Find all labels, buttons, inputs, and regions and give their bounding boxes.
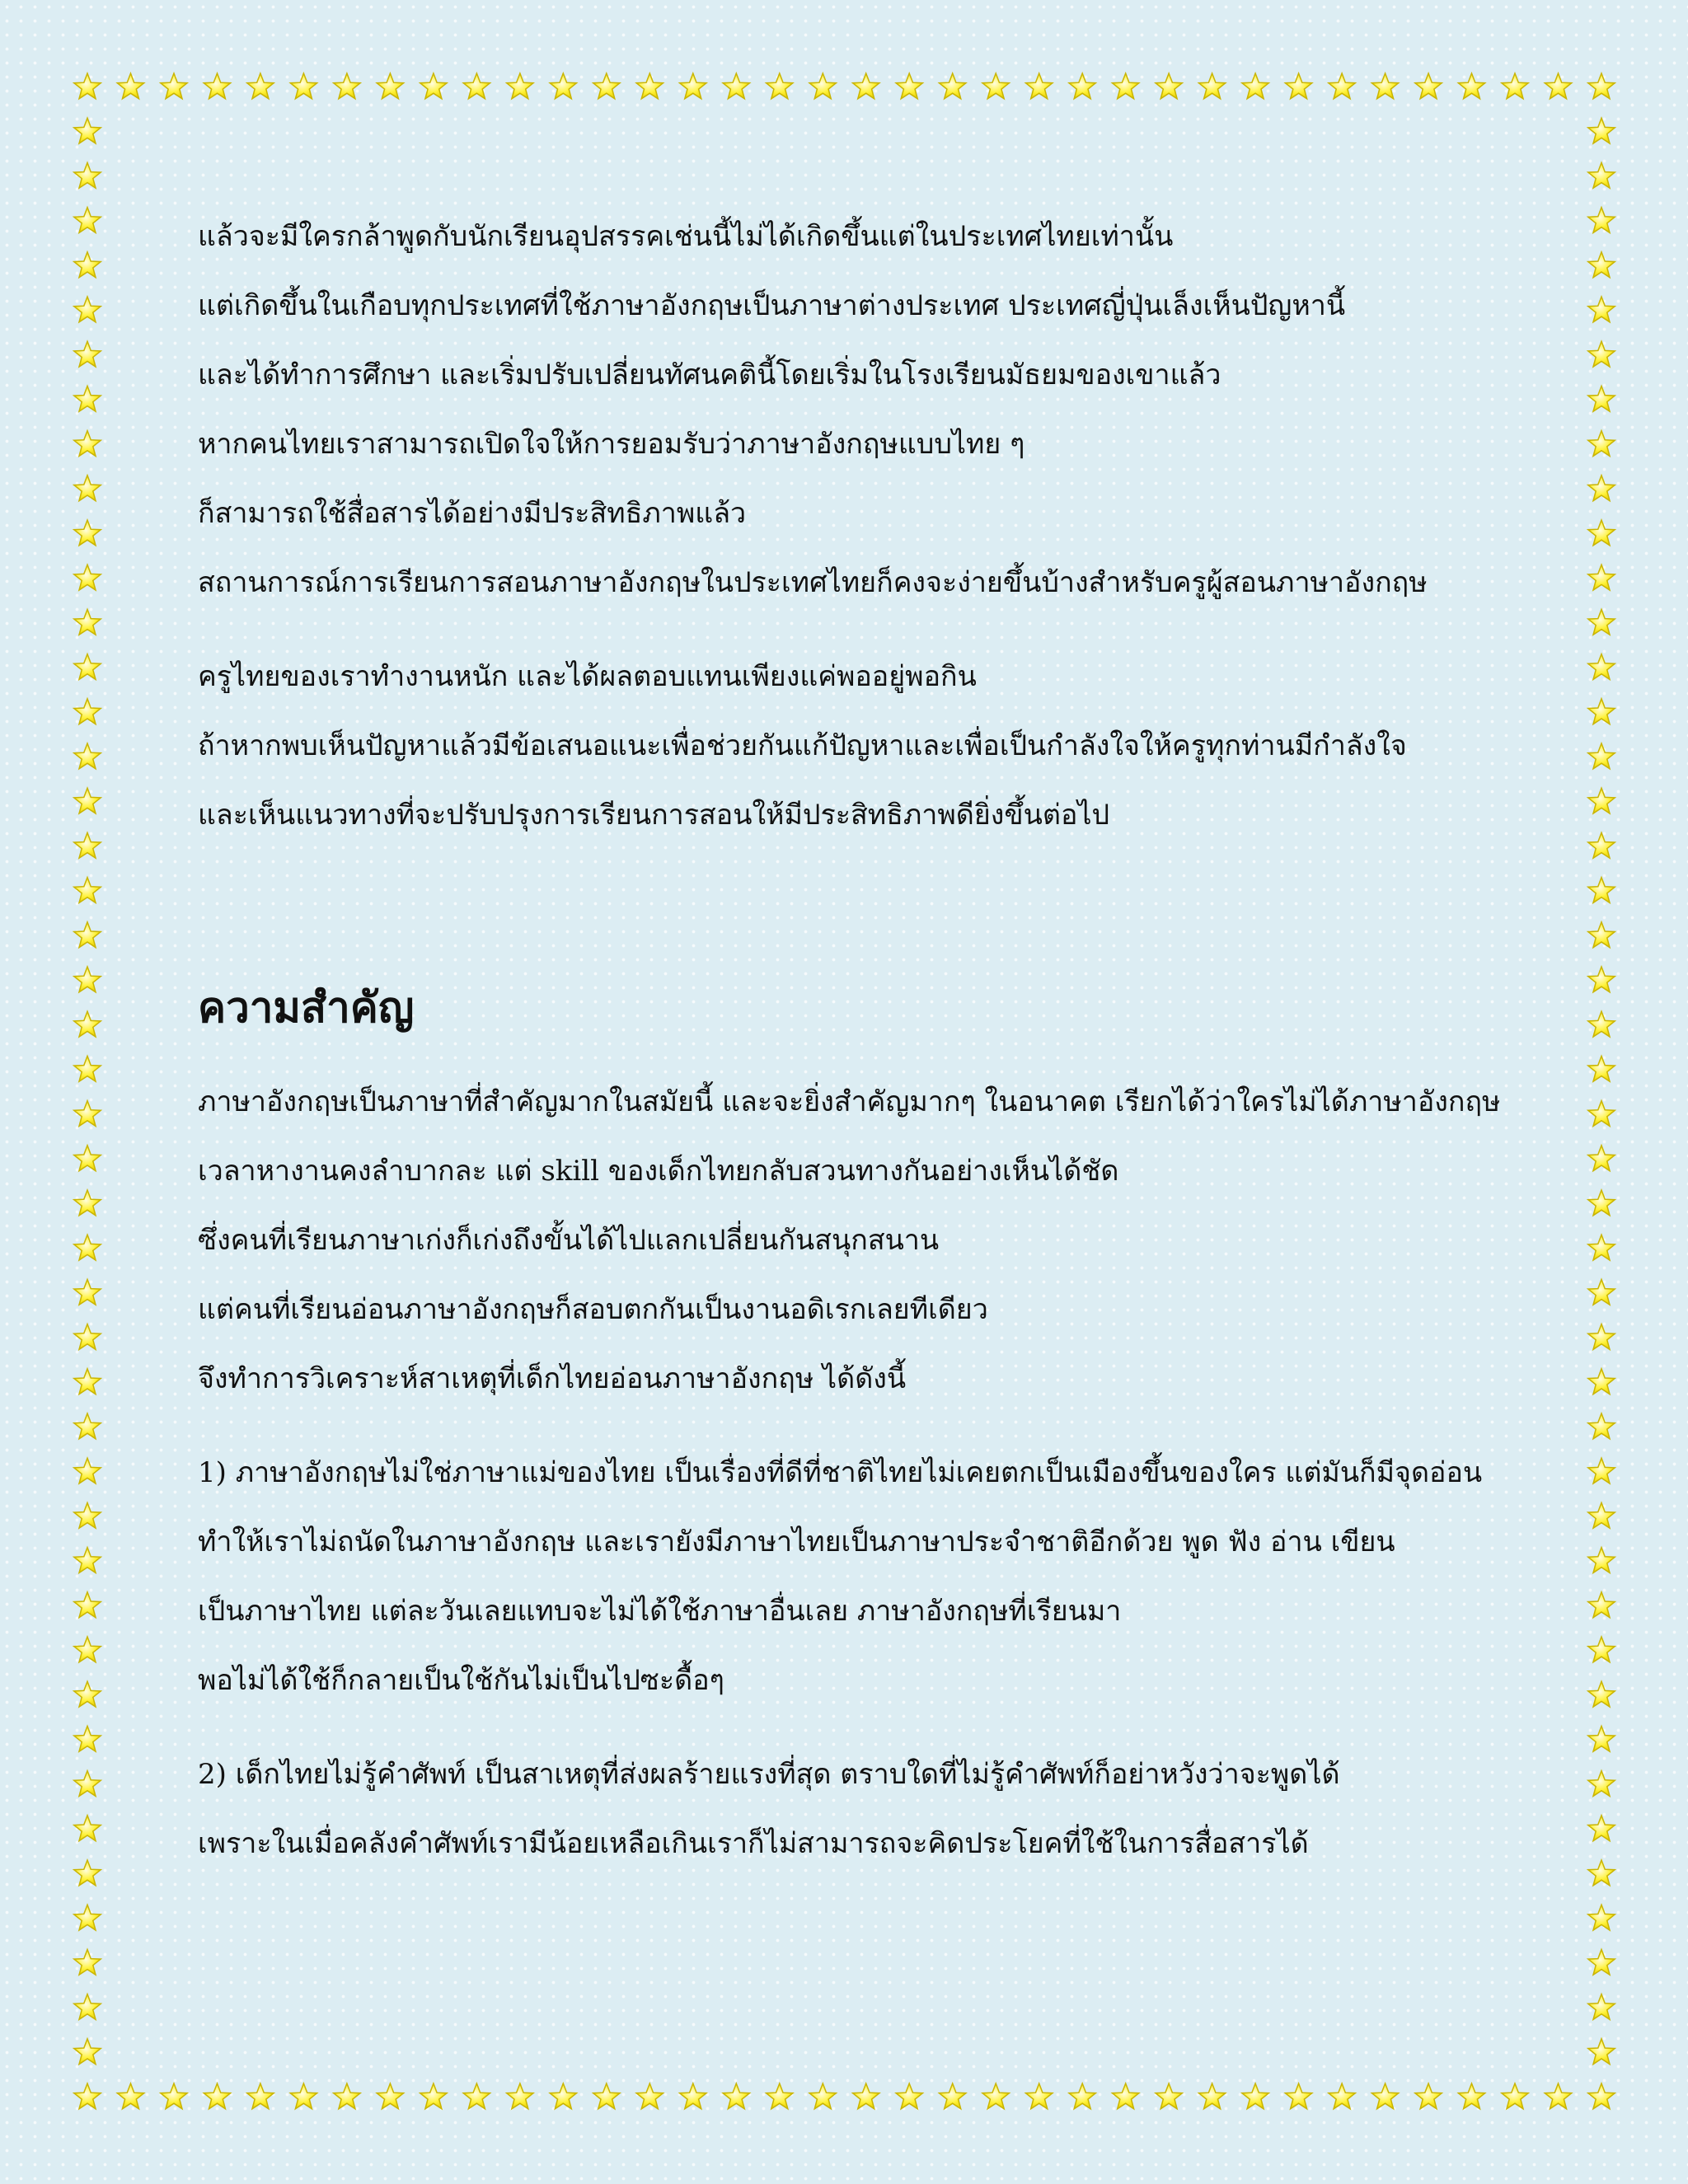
star-icon: [767, 73, 793, 99]
star-icon: [1545, 73, 1571, 99]
star-icon: [204, 2083, 230, 2109]
star-icon: [1372, 2083, 1398, 2109]
star-icon: [680, 73, 706, 99]
star-icon: [117, 2083, 143, 2109]
star-icon: [550, 2083, 576, 2109]
document-body: [198, 202, 1582, 1878]
star-icon: [74, 1458, 101, 1483]
star-icon: [1113, 73, 1139, 99]
star-icon: [1285, 2083, 1311, 2109]
star-icon: [1588, 609, 1615, 635]
star-icon: [1588, 386, 1615, 411]
text-line: แต่คนที่เรียนอ่อนภาษาอังกฤษก็สอบตกกันเป็นงานอดิเรกเลยทีเดียว: [198, 1293, 988, 1326]
star-icon: [74, 1324, 101, 1350]
star-icon: [1372, 73, 1398, 99]
star-icon: [1588, 2039, 1615, 2064]
star-icon: [74, 1905, 101, 1930]
star-icon: [1588, 1101, 1615, 1127]
star-icon: [507, 73, 533, 99]
star-icon: [593, 2083, 620, 2109]
text-line: และเห็นแนวทางที่จะปรับปรุงการเรียนการสอนให้มีประสิทธิภาพดียิ่งขึ้นต่อไป: [198, 799, 1110, 832]
text-line: เพราะในเมื่อคลังคำศัพท์เรามีน้อยเหลือเกินเราก็ไม่สามารถจะคิดประโยคที่ใช้ในการสื่อสารได้: [198, 1827, 1309, 1860]
star-icon: [1588, 1011, 1615, 1037]
star-icon: [74, 1101, 101, 1127]
text-line: แล้วจะมีใครกล้าพูดกับนักเรียนอุปสรรคเช่นนี้ไม่ได้เกิดขึ้นแต่ในประเทศไทยเท่านั้น: [198, 220, 1174, 253]
star-icon: [74, 699, 101, 724]
text-line: ครูไทยของเราทำงานหนัก และได้ผลตอบแทนเพียงแค่พออยู่พอกิน: [198, 660, 977, 693]
star-icon: [377, 73, 403, 99]
star-icon: [74, 1190, 101, 1216]
star-icon: [1588, 1637, 1615, 1662]
text-line: 2) เด็กไทยไม่รู้คำศัพท์ เป็นสาเหตุที่ส่งผลร้ายแรงที่สุด ตราบใดที่ไม่รู้คำศัพท์ก็อย่าหวังว่าจะพูดได้: [198, 1758, 1340, 1791]
star-icon: [636, 2083, 663, 2109]
star-icon: [1588, 565, 1615, 590]
star-icon: [1588, 832, 1615, 858]
star-icon: [117, 73, 143, 99]
text-line: 1) ภาษาอังกฤษไม่ใช่ภาษาแม่ของไทย เป็นเรื่องที่ดีที่ชาติไทยไม่เคยตกเป็นเมืองขึ้นของใคร แต่มันก็มีจุดอ่อน: [198, 1456, 1483, 1489]
text-line: และได้ทำการศึกษา และเริ่มปรับเปลี่ยนทัศนคตินี้โดยเริ่มในโรงเรียนมัธยมของเขาแล้ว: [198, 359, 1221, 391]
star-icon: [1588, 1726, 1615, 1751]
star-icon: [1588, 1860, 1615, 1886]
star-icon: [74, 1548, 101, 1573]
star-icon: [74, 878, 101, 903]
star-icon: [74, 520, 101, 546]
teachers-paragraph: [198, 642, 1582, 850]
star-icon: [74, 1146, 101, 1171]
star-icon: [1588, 1502, 1615, 1528]
star-icon: [636, 73, 663, 99]
star-icon: [290, 2083, 316, 2109]
star-icon: [1199, 73, 1226, 99]
point-1-paragraph: [198, 1438, 1582, 1715]
star-icon: [1588, 743, 1615, 769]
star-icon: [74, 654, 101, 680]
star-icon: [161, 73, 187, 99]
star-icon: [1026, 2083, 1053, 2109]
star-icon: [74, 967, 101, 992]
star-icon: [1588, 1146, 1615, 1171]
star-icon: [74, 431, 101, 457]
star-icon: [982, 73, 1009, 99]
star-icon: [74, 208, 101, 233]
star-icon: [853, 2083, 879, 2109]
star-icon: [1242, 2083, 1268, 2109]
star-icon: [1588, 208, 1615, 233]
star-icon: [74, 162, 101, 188]
star-icon: [1545, 2083, 1571, 2109]
star-icon: [74, 1235, 101, 1260]
star-icon: [247, 2083, 274, 2109]
star-icon: [74, 2039, 101, 2064]
star-icon: [982, 2083, 1009, 2109]
star-icon: [74, 1637, 101, 1662]
star-icon: [377, 2083, 403, 2109]
star-icon: [1415, 2083, 1442, 2109]
text-line: เป็นภาษาไทย แต่ละวันเลยแทบจะไม่ได้ใช้ภาษาอื่นเลย ภาษาอังกฤษที่เรียนมา: [198, 1595, 1122, 1628]
section-heading: ความสำคัญ: [198, 983, 415, 1033]
text-line: พอไม่ได้ใช้ก็กลายเป็นใช้กันไม่เป็นไปซะดื้อๆ: [198, 1664, 724, 1697]
star-icon: [1458, 73, 1484, 99]
star-icon: [74, 788, 101, 813]
star-icon: [463, 2083, 490, 2109]
star-icon: [723, 2083, 749, 2109]
text-line: เวลาหางานคงลำบากละ แต่ skill ของเด็กไทยกลับสวนทางกันอย่างเห็นได้ชัด: [198, 1155, 1119, 1188]
star-icon: [74, 1502, 101, 1528]
star-icon: [74, 1011, 101, 1037]
star-icon: [1199, 2083, 1226, 2109]
star-icon: [593, 73, 620, 99]
star-icon: [74, 1681, 101, 1707]
star-icon: [1458, 2083, 1484, 2109]
star-icon: [334, 2083, 360, 2109]
star-icon: [809, 2083, 836, 2109]
star-icon: [1588, 2083, 1615, 2109]
star-icon: [1588, 431, 1615, 457]
star-icon: [1069, 2083, 1095, 2109]
text-line: ภาษาอังกฤษเป็นภาษาที่สำคัญมากในสมัยนี้ และจะยิ่งสำคัญมากๆ ในอนาคต เรียกได้ว่าใครไม่ได้ภาษาอังกฤษ: [198, 1085, 1501, 1118]
star-icon: [550, 73, 576, 99]
star-icon: [1588, 1681, 1615, 1707]
star-icon: [74, 1726, 101, 1751]
star-icon: [1502, 2083, 1528, 2109]
star-icon: [896, 73, 922, 99]
star-icon: [74, 832, 101, 858]
star-icon: [420, 73, 447, 99]
star-icon: [507, 2083, 533, 2109]
star-icon: [1588, 922, 1615, 948]
star-icon: [1588, 1413, 1615, 1439]
text-line: ซึ่งคนที่เรียนภาษาเก่งก็เก่งถึงขั้นได้ไปแลกเปลี่ยนกันสนุกสนาน: [198, 1224, 940, 1257]
star-icon: [809, 73, 836, 99]
star-icon: [204, 73, 230, 99]
star-icon: [1588, 1592, 1615, 1618]
text-line: ทำให้เราไม่ถนัดในภาษาอังกฤษ และเรายังมีภาษาไทยเป็นภาษาประจำชาติอีกด้วย พูด ฟัง อ่าน เขียน: [198, 1526, 1395, 1558]
star-icon: [1588, 520, 1615, 546]
star-icon: [74, 1949, 101, 1975]
star-icon: [1588, 297, 1615, 322]
star-icon: [1113, 2083, 1139, 2109]
star-icon: [74, 565, 101, 590]
star-icon: [1588, 252, 1615, 278]
star-icon: [74, 252, 101, 278]
star-icon: [1588, 1369, 1615, 1394]
star-icon: [1026, 73, 1053, 99]
text-line: ถ้าหากพบเห็นปัญหาแล้วมีข้อเสนอแนะเพื่อช่วยกันแก้ปัญหาและเพื่อเป็นกำลังใจให้ครูทุกท่านมีกำลังใจ: [198, 729, 1407, 762]
star-icon: [247, 73, 274, 99]
star-icon: [1588, 476, 1615, 501]
star-icon: [74, 2083, 101, 2109]
star-icon: [1588, 1548, 1615, 1573]
star-icon: [74, 1056, 101, 1081]
star-icon: [1588, 1949, 1615, 1975]
star-icon: [334, 73, 360, 99]
star-icon: [1588, 1324, 1615, 1350]
star-icon: [420, 2083, 447, 2109]
star-icon: [1415, 73, 1442, 99]
text-line: ก็สามารถใช้สื่อสารได้อย่างมีประสิทธิภาพแล้ว: [198, 497, 747, 530]
star-icon: [1242, 73, 1268, 99]
star-icon: [940, 2083, 966, 2109]
star-icon: [74, 743, 101, 769]
star-icon: [74, 341, 101, 367]
star-icon: [74, 1771, 101, 1797]
star-icon: [1588, 1190, 1615, 1216]
point-2-paragraph: [198, 1740, 1582, 1878]
star-icon: [1588, 654, 1615, 680]
star-icon: [1329, 2083, 1355, 2109]
star-icon: [1588, 699, 1615, 724]
text-line: สถานการณ์การเรียนการสอนภาษาอังกฤษในประเทศไทยก็คงจะง่ายขึ้นบ้างสำหรับครูผู้สอนภาษาอังกฤษ: [198, 566, 1428, 599]
star-icon: [896, 2083, 922, 2109]
star-icon: [463, 73, 490, 99]
star-icon: [1588, 1235, 1615, 1260]
star-icon: [680, 2083, 706, 2109]
star-icon: [161, 2083, 187, 2109]
star-icon: [1069, 73, 1095, 99]
star-icon: [1588, 1056, 1615, 1081]
star-icon: [1588, 118, 1615, 143]
star-icon: [1588, 1771, 1615, 1797]
star-icon: [74, 1369, 101, 1394]
star-icon: [74, 1816, 101, 1841]
star-icon: [74, 609, 101, 635]
star-icon: [74, 297, 101, 322]
star-icon: [74, 73, 101, 99]
text-line: จึงทำการวิเคราะห์สาเหตุที่เด็กไทยอ่อนภาษาอังกฤษ ได้ดังนี้: [198, 1362, 907, 1395]
star-icon: [1156, 2083, 1182, 2109]
star-icon: [1588, 967, 1615, 992]
star-icon: [723, 73, 749, 99]
star-icon: [1588, 162, 1615, 188]
star-icon: [1502, 73, 1528, 99]
text-line: แต่เกิดขึ้นในเกือบทุกประเทศที่ใช้ภาษาอังกฤษเป็นภาษาต่างประเทศ ประเทศญี่ปุ่นเล็งเห็นปัญหานี้: [198, 289, 1346, 322]
intro-paragraph: [198, 202, 1582, 617]
star-icon: [853, 73, 879, 99]
star-icon: [1588, 1458, 1615, 1483]
star-icon: [74, 922, 101, 948]
star-icon: [1588, 1279, 1615, 1305]
star-icon: [940, 73, 966, 99]
star-icon: [1588, 341, 1615, 367]
star-icon: [1329, 73, 1355, 99]
star-icon: [1588, 1905, 1615, 1930]
star-icon: [74, 476, 101, 501]
importance-paragraph: [198, 1067, 1582, 1413]
text-line: หากคนไทยเราสามารถเปิดใจให้การยอมรับว่าภาษาอังกฤษแบบไทย ๆ: [198, 428, 1025, 461]
star-icon: [74, 1279, 101, 1305]
star-icon: [1588, 878, 1615, 903]
star-icon: [74, 1592, 101, 1618]
star-icon: [290, 73, 316, 99]
star-icon: [1156, 73, 1182, 99]
star-icon: [1285, 73, 1311, 99]
star-icon: [74, 1994, 101, 2020]
star-icon: [767, 2083, 793, 2109]
star-icon: [1588, 788, 1615, 813]
star-icon: [1588, 1994, 1615, 2020]
star-icon: [1588, 1816, 1615, 1841]
star-icon: [74, 1860, 101, 1886]
star-icon: [74, 118, 101, 143]
star-icon: [74, 1413, 101, 1439]
star-icon: [1588, 73, 1615, 99]
star-icon: [74, 386, 101, 411]
